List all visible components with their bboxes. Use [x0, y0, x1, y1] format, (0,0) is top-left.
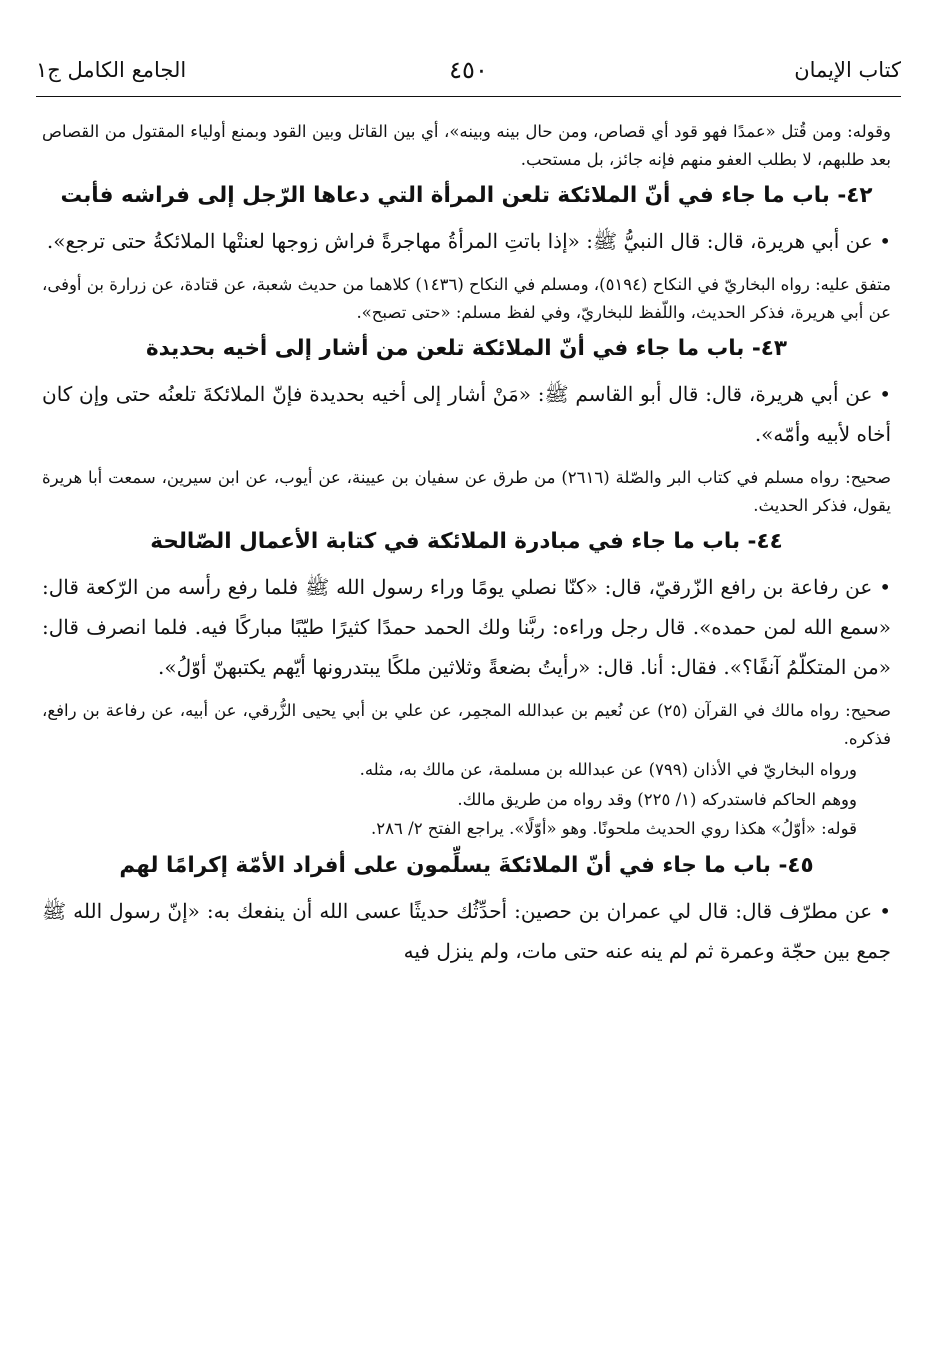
takhrij-note-42: متفق عليه: رواه البخاريّ في النكاح (٥١٩٤)، ومسلم في النكاح (١٤٣٦) كلاهما من حديث شعبة، عن قتادة، عن زرارة بن أوفى، عن أبي هريرة، فذكر الحديث، واللّفظ للبخاريّ، وفي لفظ مسلم: «حتى تصبح».	[42, 275, 891, 322]
chapter-heading-43: ٤٣- باب ما جاء في أنّ الملائكة تلعن من أشار إلى أخيه بحديدة	[145, 336, 788, 361]
chapter-heading-42: ٤٢- باب ما جاء في أنّ الملائكة تلعن المرأة التي دعاها الرّجل إلى فراشه فأبت	[60, 183, 873, 208]
chapter-heading-44: ٤٤- باب ما جاء في مبادرة الملائكة في كتابة الأعمال الصّالحة	[150, 529, 783, 554]
takhrij-note-44-main: صحيح: رواه مالك في القرآن (٢٥) عن نُعيم بن عبدالله المجمِر، عن علي بن أبي يحيى الزُّرقي، عن أبيه، عن رفاعة بن رافع، فذكره.	[42, 701, 891, 748]
commentary-paragraph: وقوله: ومن قُتل «عمدًا فهو قود أي قصاص، ومن حال بينه وبينه»، أي بين القاتل وبين القود وبمنع أولياء المقتول من القصاص بعد طلبهم، لا بطلب العفو منهم فإنه جائز، بل مستحب.	[42, 122, 891, 169]
header-book-title: كتاب الإيمان	[794, 58, 901, 82]
takhrij-note-44-bukhari: ورواه البخاريّ في الأذان (٧٩٩) عن عبدالله بن مسلمة، عن مالك به، مثله.	[359, 760, 857, 779]
takhrij-note-44-comment: قوله: «أوّلُ» هكذا روي الحديث ملحونًا. وهو «أوّلًا». يراجع الفتح ٢/ ٢٨٦.	[371, 819, 857, 838]
chapter-heading-45: ٤٥- باب ما جاء في أنّ الملائكةَ يسلِّمون على أفراد الأمّة إكرامًا لهم	[119, 852, 814, 878]
takhrij-note-44-hakim: ووهم الحاكم فاستدركه (١/ ٢٢٥) وقد رواه من طريق مالك.	[457, 789, 857, 809]
page-body	[42, 118, 891, 981]
hadith-text-45: • عن مطرّف قال: قال لي عمران بن حصين: أحدِّثُك حديثًا عسى الله أن ينفعك به: «إنّ رسول الله ﷺ جمع بين حجّة وعمرة ثم لم ينه عنه حتى مات، ولم ينزل فيه	[42, 898, 891, 963]
hadith-text-43: • عن أبي هريرة، قال: قال أبو القاسم ﷺ: «مَنْ أشار إلى أخيه بحديدة فإنّ الملائكةَ تلعنُه حتى وإن كان أخاه لأبيه وأمّه».	[42, 382, 891, 446]
header-divider	[36, 96, 901, 97]
takhrij-note-43: صحيح: رواه مسلم في كتاب البر والصّلة (٢٦١٦) من طرق عن سفيان بن عيينة، عن أيوب، عن ابن سيرين، سمعت أبا هريرة يقول، فذكر الحديث.	[42, 468, 891, 515]
page-header	[36, 52, 901, 92]
page-number: ٤٥٠	[449, 56, 488, 84]
hadith-text-42: • عن أبي هريرة، قال: قال النبيُّ ﷺ: «إذا باتتِ المرأةُ مهاجرةً فراش زوجها لعنتْها الملائكةُ حتى ترجع».	[46, 229, 891, 253]
hadith-text-44: • عن رفاعة بن رافع الزّرقيّ، قال: «كنّا نصلي يومًا وراء رسول الله ﷺ فلما رفع رأسه من الرّكعة قال: «سمع الله لمن حمده». قال رجل وراءه: ربَّنا ولك الحمد حمدًا كثيرًا طيّبًا مباركًا فيه. فلما انصرف قال: «من المتكلّمُ آنفًا؟». فقال: أنا. قال: «رأيتُ بضعةً وثلاثين ملكًا يبتدرونها أيّهم يكتبهنّ أوّلُ».	[42, 575, 891, 679]
header-volume-title: الجامع الكامل ج١	[36, 58, 187, 82]
